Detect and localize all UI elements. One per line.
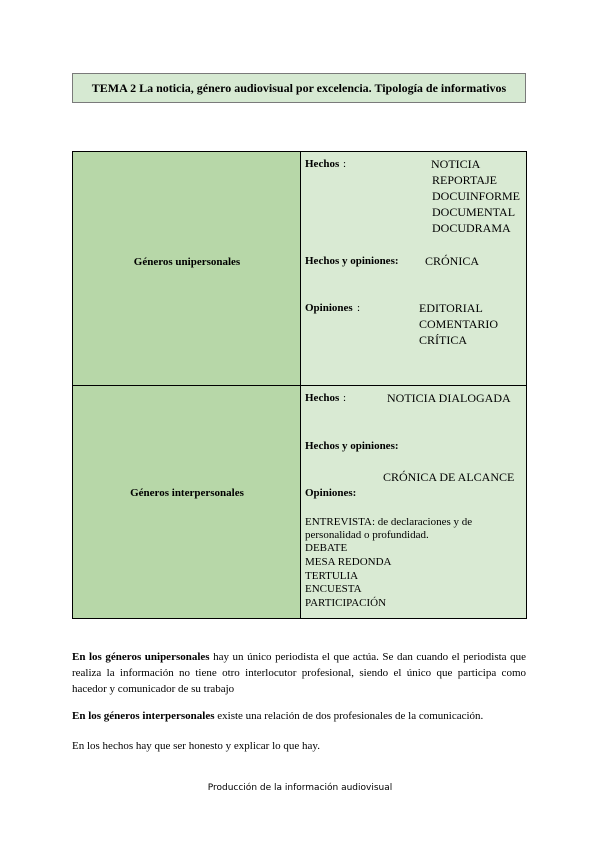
unipersonal-genre-label: Géneros unipersonales (133, 256, 241, 268)
paragraph-text: existe una relación de dos profesionales de la comunicación. (214, 710, 484, 722)
paragraph-interpersonales (72, 708, 526, 724)
hechos-colon: : (343, 158, 347, 170)
unipersonal-genre-cell (73, 152, 301, 386)
hechos-label: Hechos (305, 392, 340, 404)
interpersonal-types-cell (301, 386, 526, 618)
paragraph-bold-lead: En los géneros interpersonales (72, 710, 215, 722)
list-item: ENTREVISTA: de declaraciones y de (305, 516, 473, 528)
interpersonal-genre-label: Géneros interpersonales (130, 487, 244, 499)
list-item: COMENTARIO (419, 317, 499, 331)
list-item: DEBATE (305, 542, 348, 554)
hechos-colon: : (343, 392, 347, 404)
page-footer: Producción de la información audiovisual (207, 783, 393, 793)
list-item: PARTICIPACIÓN (305, 597, 387, 609)
paragraph-unipersonales (72, 649, 526, 697)
opiniones-label: Opiniones (305, 302, 353, 314)
paragraph-bold-lead: En los géneros unipersonales (72, 651, 210, 663)
hechos-label: Hechos (305, 158, 340, 170)
list-item: personalidad o profundidad. (305, 529, 429, 541)
paragraph-hechos: En los hechos hay que ser honesto y explicar lo que hay. (72, 740, 320, 752)
list-item: TERTULIA (305, 570, 359, 582)
hechos-y-opiniones-label: Hechos y opiniones: (305, 255, 399, 267)
list-item: DOCUDRAMA (432, 221, 511, 235)
interpersonal-genre-cell (73, 386, 301, 618)
list-item: DOCUINFORME (432, 189, 521, 203)
list-item: NOTICIA (431, 157, 481, 171)
unipersonal-types-cell (301, 152, 526, 386)
list-item: NOTICIA DIALOGADA (387, 391, 511, 405)
list-item: DOCUMENTAL (432, 205, 516, 219)
list-item: REPORTAJE (432, 173, 497, 187)
list-item: CRÍTICA (419, 333, 467, 347)
paragraph-text: hay un único periodista el que actúa. Se dan cuando el periodista que realiza la información no tiene otro interlocutor profesional, siendo el único que participa como hacedor y comunicador de su trabajo (72, 651, 526, 695)
list-item: CRÓNICA (425, 254, 480, 268)
hechos-y-opiniones-label: Hechos y opiniones: (305, 440, 399, 452)
list-item: ENCUESTA (305, 583, 362, 595)
list-item: EDITORIAL (419, 301, 483, 315)
list-item: CRÓNICA DE ALCANCE (383, 470, 515, 484)
list-item: MESA REDONDA (305, 556, 392, 568)
document-title: TEMA 2 La noticia, género audiovisual por excelencia. Tipología de informativos (72, 73, 526, 103)
genres-table (72, 151, 527, 619)
opiniones-label: Opiniones: (305, 487, 357, 499)
opiniones-colon: : (357, 302, 361, 314)
